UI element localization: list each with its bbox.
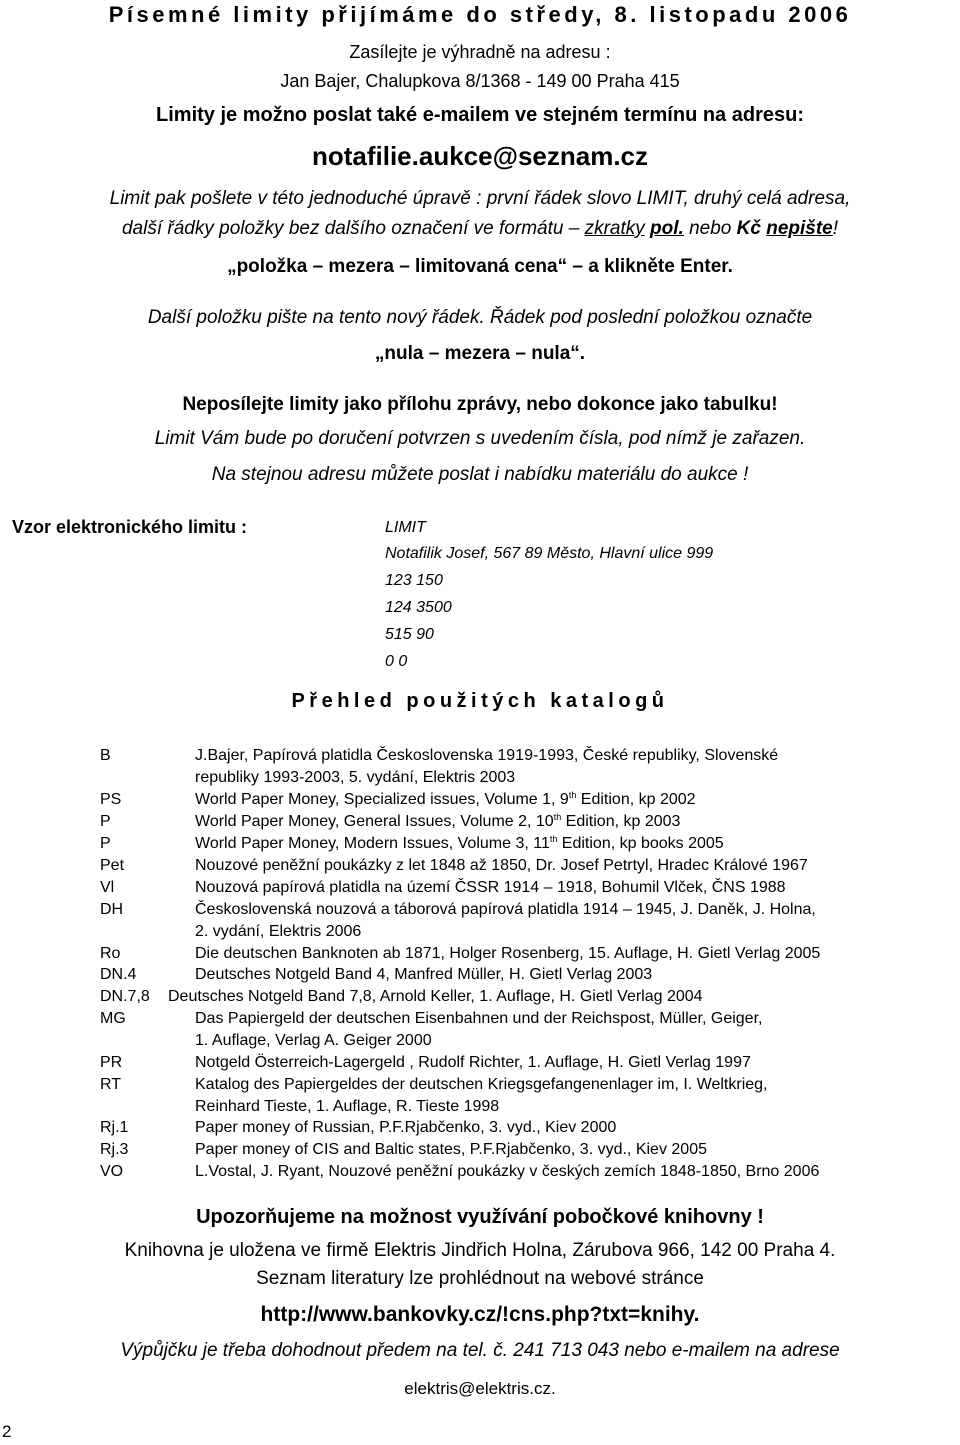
catalog-desc [195,791,696,809]
catalog-desc: Nouzová papírová platidla na území ČSSR 1914 – 1918, Bohumil Vlček, ČNS 1988 [195,879,786,896]
catalog-desc: Deutsches Notgeld Band 4, Manfred Müller, H. Gietl Verlag 2003 [195,966,653,983]
library-url-link[interactable]: http://www.bankovky.cz/!cns.php?txt=knihy. [260,1303,700,1326]
catalog-desc-pre: World Paper Money, Modern Issues, Volume 3, 11 [195,835,550,852]
catalog-code: DN.4 [100,966,137,983]
catalog-code: PR [100,1054,123,1071]
catalog-desc-post: Edition, kp 2003 [561,813,681,830]
catalog-code: P [100,835,111,852]
catalog-desc: 1. Auflage, Verlag A. Geiger 2000 [195,1032,432,1049]
catalog-desc: Paper money of Russian, P.F.Rjabčenko, 3. vyd., Kiev 2000 [195,1119,617,1136]
catalog-desc: Katalog des Papiergeldes der deutschen Kriegsgefangenenlager im, I. Weltkrieg, [195,1076,768,1093]
catalog-desc-post: Edition, kp books 2005 [557,835,724,852]
catalog-code: RT [100,1076,122,1093]
catalog-code: PS [100,791,122,808]
instruction-2f: Kč [736,218,761,239]
catalog-code: Ro [100,945,121,962]
catalog-desc-sup: th [549,834,558,844]
catalog-code: Rj.3 [100,1141,129,1158]
instruction-2h: nepište [766,218,833,239]
sample-line: LIMIT [385,519,426,536]
instruction-line-1: Limit pak pošlete v této jednoduché úpravě : první řádek slovo LIMIT, druhý celá adresa, [109,188,851,209]
loan-email-link[interactable]: elektris@elektris.cz. [404,1379,556,1398]
catalog-code: DN.7,8 [100,988,150,1005]
sample-label: Vzor elektronického limitu : [12,517,248,537]
catalog-desc: Deutsches Notgeld Band 7,8, Arnold Keller, 1. Auflage, H. Gietl Verlag 2004 [168,988,703,1005]
deadline-heading: Písemné limity přijímáme do středy, 8. listopadu 2006 [108,2,852,27]
catalog-code: VO [100,1163,124,1180]
catalog-desc: republiky 1993-2003, 5. vydání, Elektris 2003 [195,769,516,786]
catalog-desc: 2. vydání, Elektris 2006 [195,923,362,940]
catalog-code: DH [100,901,124,918]
catalog-code: Rj.1 [100,1119,129,1136]
sample-line: Notafilik Josef, 567 89 Město, Hlavní ulice 999 [385,545,714,562]
sample-line: 515 90 [385,626,434,643]
instruction-2a: další řádky položky bez dalšího označení ve formátu – [121,218,585,239]
catalog-desc [195,813,680,831]
catalog-code: Pet [100,857,125,874]
catalog-desc: J.Bajer, Papírová platidla Československa 1919-1993, České republiky, Slovenské [195,747,779,764]
catalogs-title: Přehled použitých katalogů [291,690,669,712]
catalog-desc-pre: World Paper Money, General Issues, Volume 2, 10 [195,813,554,830]
catalog-desc: Die deutschen Banknoten ab 1871, Holger Rosenberg, 15. Auflage, H. Gietl Verlag 2005 [195,945,821,962]
library-notice: Upozorňujeme na možnost využívání pobočkové knihovny ! [196,1206,764,1228]
catalog-desc-post: Edition, kp 2002 [576,791,696,808]
instruction-line-8: Na stejnou adresu můžete poslat i nabídku materiálu do aukce ! [211,464,749,485]
catalog-desc: Paper money of CIS and Baltic states, P.F.Rjabčenko, 3. vyd., Kiev 2005 [195,1141,707,1158]
loan-text: Výpůjčku je třeba dohodnout předem na tel. č. 241 713 043 nebo e-mailem na adrese [120,1340,840,1361]
literature-list-text: Seznam literatury lze prohlédnout na webové stránce [256,1268,704,1289]
catalog-desc: Reinhard Tieste, 1. Auflage, R. Tieste 1998 [195,1098,500,1115]
catalog-desc: L.Vostal, J. Ryant, Nouzové peněžní poukázky v českých zemích 1848-1850, Brno 2006 [195,1163,820,1180]
sample-line: 124 3500 [385,599,452,616]
auction-email[interactable]: notafilie.aukce@seznam.cz [311,141,649,171]
instruction-line-7: Limit Vám bude po doručení potvrzen s uvedením čísla, pod nímž je zařazen. [154,428,806,449]
catalog-desc: Nouzové peněžní poukázky z let 1848 až 1850, Dr. Josef Petrtyl, Hradec Králové 1967 [195,857,808,874]
catalog-code: P [100,813,111,830]
catalog-desc [195,835,724,853]
instruction-line-2 [0,218,960,240]
instruction-2i: ! [832,218,839,239]
instruction-2d: pol. [650,218,684,239]
instruction-line-6: Neposílejte limity jako přílohu zprávy, nebo dokonce jako tabulku! [182,394,778,415]
catalog-code: B [100,747,111,764]
catalog-desc: Československá nouzová a táborová papírová platidla 1914 – 1945, J. Daněk, J. Holna, [195,901,816,918]
catalog-code: Vl [100,879,115,896]
catalog-code: MG [100,1010,126,1027]
postal-address: Jan Bajer, Chalupkova 8/1368 - 149 00 Praha 415 [280,71,680,91]
sample-line: 123 150 [385,572,443,589]
catalog-desc: Das Papiergeld der deutschen Eisenbahnen und der Reichspost, Müller, Geiger, [195,1010,763,1027]
catalog-desc-pre: World Paper Money, Specialized issues, Volume 1, 9 [195,791,569,808]
library-location: Knihovna je uložena ve firmě Elektris Jindřich Holna, Zárubova 966, 142 00 Praha 4. [124,1240,836,1261]
page-number: 2 [2,1422,12,1441]
catalog-desc-sup: th [568,790,577,800]
instruction-line-3: „položka – mezera – limitovaná cena“ – a klikněte Enter. [227,256,733,277]
email-note: Limity je možno poslat také e-mailem ve stejném termínu na adresu: [156,104,804,126]
catalog-desc-sup: th [553,812,562,822]
instruction-line-5: „nula – mezera – nula“. [374,343,586,364]
instruction-line-4: Další položku pište na tento nový řádek. Řádek pod poslední položkou označte [147,307,813,328]
instruction-2b: zkratky [584,218,645,239]
catalog-desc: Notgeld Österreich-Lagergeld , Rudolf Richter, 1. Auflage, H. Gietl Verlag 1997 [195,1054,751,1071]
sample-line: 0 0 [385,653,408,670]
instruction-2e: nebo [683,218,737,239]
send-to-text: Zasílejte je výhradně na adresu : [349,42,611,62]
